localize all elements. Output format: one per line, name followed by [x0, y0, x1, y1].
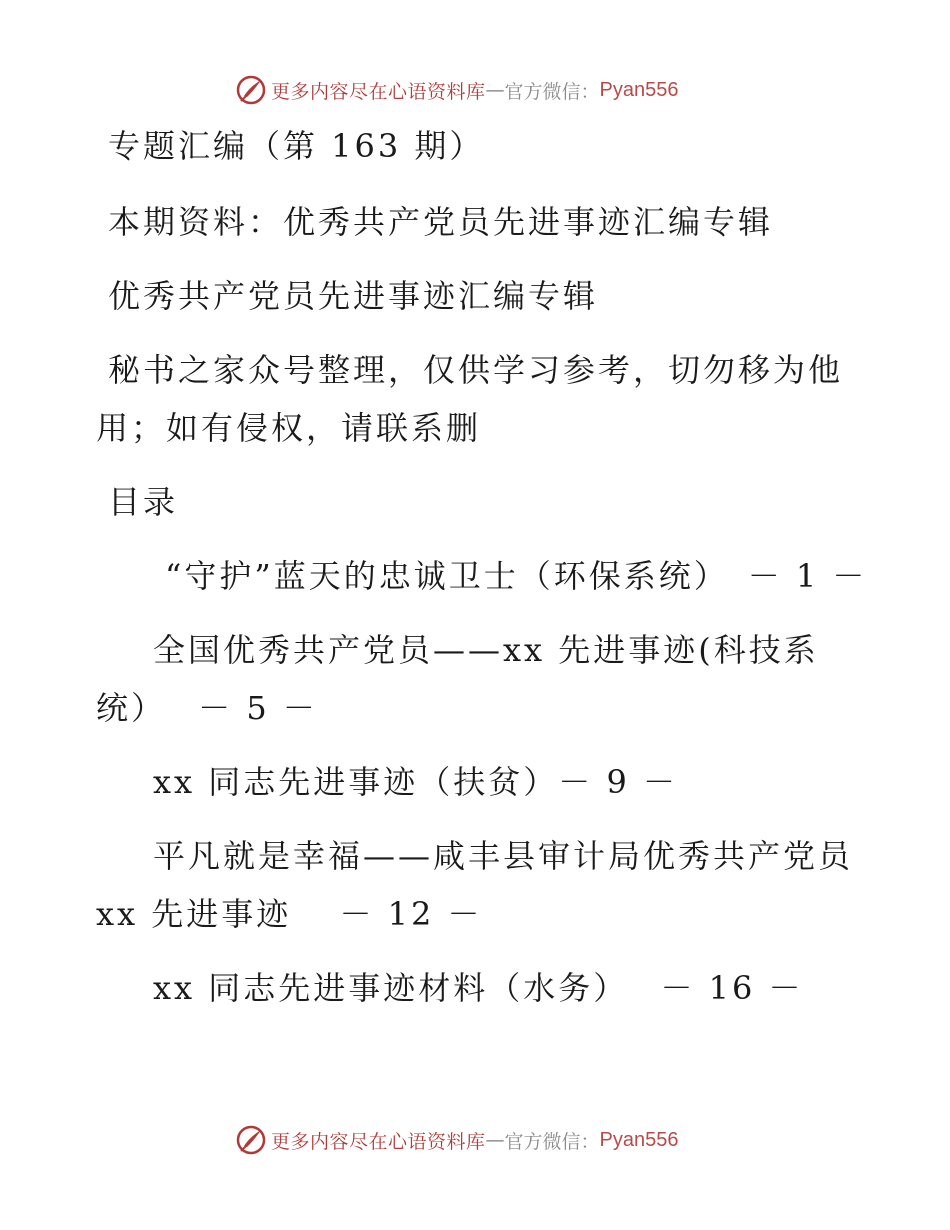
issue-line: 本期资料：优秀共产党员先进事迹汇编专辑 [108, 203, 774, 241]
watermark-label: 官方微信： [504, 80, 600, 103]
watermark-separator: — [485, 79, 505, 101]
toc-heading: 目录 [108, 483, 179, 521]
watermark-banner-bottom [235, 1123, 679, 1157]
watermark-separator: — [485, 1129, 505, 1151]
toc-entry: 平凡就是幸福——咸丰县审计局优秀共产党员 [153, 837, 854, 875]
quill-logo-icon [235, 74, 267, 106]
watermark-banner-top [235, 73, 679, 107]
toc-entry: “守护”蓝天的忠诚卫士（环保系统） － 1 － [165, 557, 868, 595]
notice-line-2: 用；如有侵权，请联系删 [96, 409, 482, 447]
toc-entry-continuation: 统） － 5 － [96, 689, 318, 727]
document-subtitle: 优秀共产党员先进事迹汇编专辑 [108, 277, 599, 315]
quill-logo-icon [235, 1124, 267, 1156]
toc-entry: xx 同志先进事迹（扶贫）－ 9 － [153, 763, 678, 801]
watermark-wechat-id: Pyan556 [599, 1128, 679, 1151]
watermark-text: 更多内容尽在心语资料库 [271, 1130, 486, 1153]
watermark-label: 官方微信： [504, 1130, 600, 1153]
toc-entry-continuation: xx 先进事迹 － 12 － [96, 895, 483, 933]
notice-line-1: 秘书之家众号整理，仅供学习参考，切勿移为他 [108, 351, 844, 389]
document-title: 专题汇编（第 163 期） [108, 127, 485, 165]
watermark-text: 更多内容尽在心语资料库 [271, 80, 486, 103]
watermark-wechat-id: Pyan556 [599, 78, 679, 101]
toc-entry: xx 同志先进事迹材料（水务） － 16 － [153, 969, 804, 1007]
toc-entry: 全国优秀共产党员——xx 先进事迹(科技系 [153, 631, 819, 669]
